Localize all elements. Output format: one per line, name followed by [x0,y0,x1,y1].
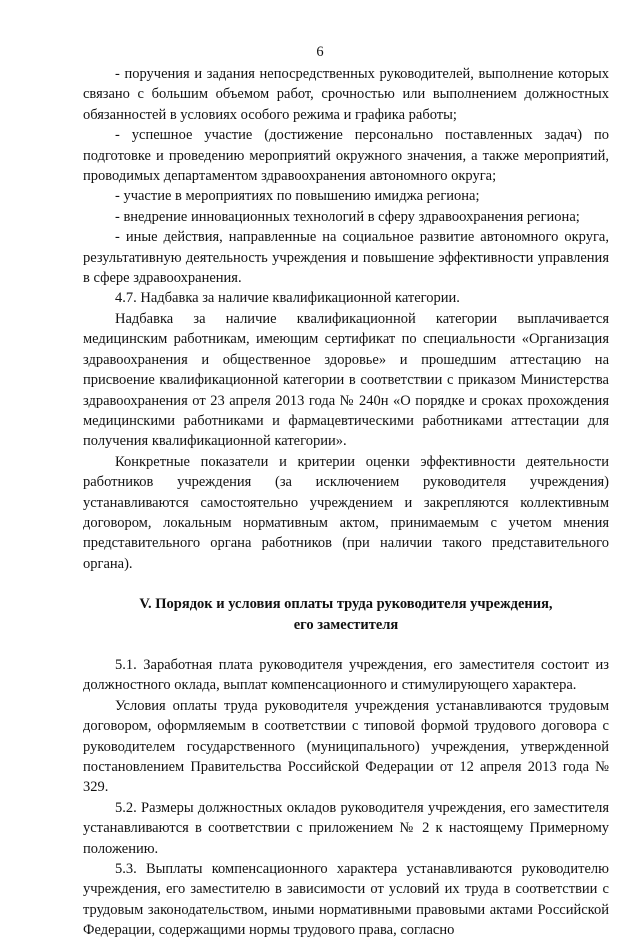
page-number: 6 [316,44,324,60]
section-v-heading-line2: его заместителя [293,616,399,633]
section-5-3: 5.3. Выплаты компенсационного характера устанавливаются руководителю учреждения, его заместителю в зависимости от условий их труда в соответствии с трудовым законодательством, иными нормативными правовыми актами Российской Федерации, содержащими нормы трудового права, согласно [83,861,609,939]
section-5-2: 5.2. Размеры должностных окладов руководителя учреждения, его заместителя устанавливаются в соответствии с приложением № 2 к настоящему Примерному положению. [83,799,609,857]
section-4-7-body: Надбавка за наличие квалификационной категории выплачивается медицинским работникам, имеющим сертификат по специальности «Организация здравоохранения и общественное здоровье» и прошедшим аттестацию на присвоение квалификационной категории в соответствии с приказом Министерства здравоохранения от 23 апреля 2013 года № 240н «О порядке и сроках прохождения медицинскими работниками и фармацевтическими работниками аттестации для получения квалификационной категории». [83,310,609,450]
section-5-1: 5.1. Заработная плата руководителя учреждения, его заместителя состоит из должностного оклада, выплат компенсационного и стимулирующего характера. [83,656,609,694]
bullet-item-other-actions: - иные действия, направленные на социальное развитие автономного округа, результативную деятельность учреждения и повышение эффективности управления в сфере здравоохранения. [83,229,609,287]
section-v-heading [83,594,609,635]
section-v-heading-line1: V. Порядок и условия оплаты труда руководителя учреждения, [139,596,553,613]
section-5-1-conditions: Условия оплаты труда руководителя учреждения устанавливаются трудовым договором, оформляемым в соответствии с типовой формой трудового договора с руководителем государственного (муниципального) учреждения, утвержденной постановлением Правительства Российской Федерации от 12 апреля 2013 года № 329. [83,697,609,796]
criteria-paragraph: Конкретные показатели и критерии оценки эффективности деятельности работников учреждения (за исключением руководителя учреждения) устанавливаются самостоятельно учреждением и закрепляются коллективным договором, локальным нормативным актом, принимаемым с учетом мнения представительного органа работников (при наличии такого представительного органа). [83,453,609,572]
bullet-item-events: - успешное участие (достижение персонально поставленных задач) по подготовке и проведению мероприятий окружного значения, а также мероприятий, проводимых департаментом здравоохранения автономного округа; [83,127,609,185]
section-4-7-title: 4.7. Надбавка за наличие квалификационной категории. [115,290,460,307]
bullet-item-orders: - поручения и задания непосредственных руководителей, выполнение которых связано с большим объемом работ, срочностью или выполнением должностных обязанностей в условиях особого режима и графика работы; [83,66,609,123]
bullet-item-innovation: - внедрение инновационных технологий в сферу здравоохранения региона; [115,208,580,225]
bullet-item-image: - участие в мероприятиях по повышению имиджа региона; [115,188,480,205]
